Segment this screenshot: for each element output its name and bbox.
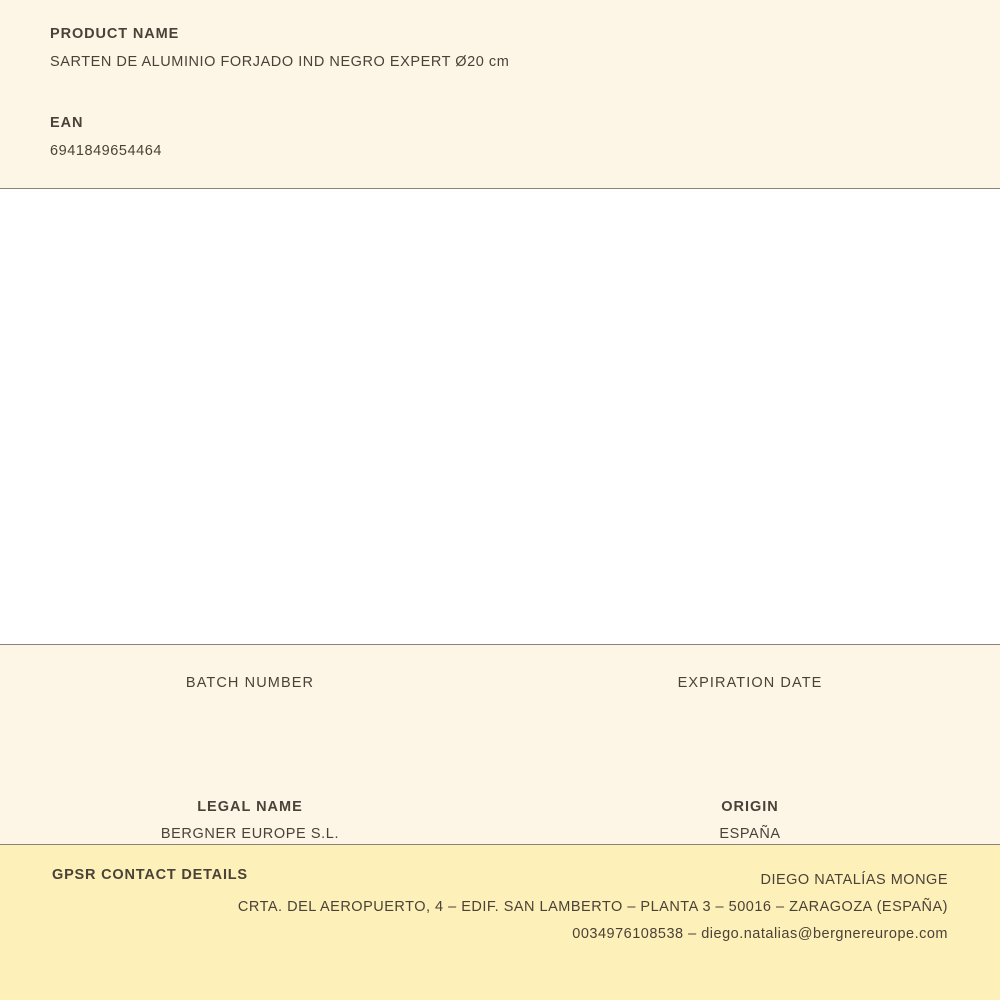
product-name-value: SARTEN DE ALUMINIO FORJADO IND NEGRO EXPERT Ø20 cm [50,54,510,70]
gpsr-phone-email: 0034976108538 – diego.natalias@bergnereurope.com [572,926,948,942]
origin-label: ORIGIN [721,799,779,815]
gpsr-address: CRTA. DEL AEROPUERTO, 4 – EDIF. SAN LAMBERTO – PLANTA 3 – 50016 – ZARAGOZA (ESPAÑA) [237,899,948,915]
product-name-label: PRODUCT NAME [50,26,180,42]
ean-block [50,115,950,159]
legal-name-cell [0,799,500,844]
batch-number-label: BATCH NUMBER [185,675,315,691]
product-name-block [50,26,950,70]
gpsr-contact-person: DIEGO NATALÍAS MONGE [760,872,948,888]
gpsr-contact-details-title: GPSR CONTACT DETAILS [52,867,248,883]
expiration-date-label: EXPIRATION DATE [677,675,823,691]
expiration-date-value [500,719,1000,737]
batch-number-value [0,719,500,737]
expiration-date-cell [500,675,1000,737]
product-image-area [0,189,1000,644]
origin-value: ESPAÑA [719,826,781,842]
product-header-section [0,0,1000,188]
product-details-section [0,645,1000,844]
ean-value: 6941849654464 [50,143,162,159]
legal-name-value: BERGNER EUROPE S.L. [160,826,340,842]
details-row-legal-origin [0,799,1000,844]
details-row-batch-expiration [0,675,1000,737]
legal-name-label: LEGAL NAME [197,799,303,815]
ean-label: EAN [50,115,84,131]
origin-cell [500,799,1000,844]
gpsr-footer [0,845,1000,1000]
batch-number-cell [0,675,500,737]
